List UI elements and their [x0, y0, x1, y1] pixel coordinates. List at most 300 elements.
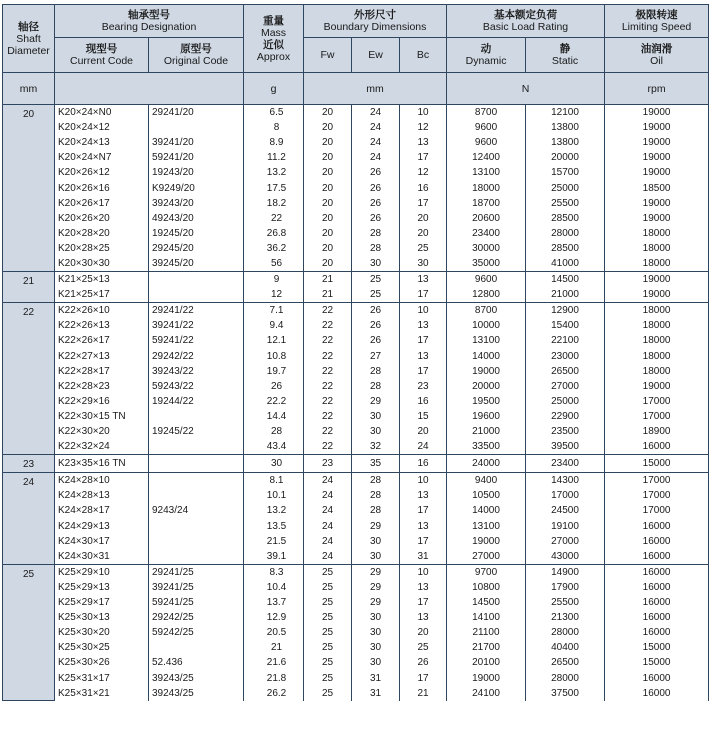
- ew-cell: 26: [352, 333, 400, 348]
- load-rating-header: [447, 5, 605, 38]
- fw-cell: 24: [304, 519, 352, 534]
- static-load-cell: 28500: [526, 211, 605, 226]
- ew-cell: 24: [352, 120, 400, 135]
- mass-cell: 21.8: [244, 670, 304, 685]
- mass-header-cn2: 近似: [263, 38, 284, 51]
- bc-cell: 30: [400, 256, 447, 272]
- limiting-speed-cell: 19000: [605, 120, 709, 135]
- fw-cell: 24: [304, 473, 352, 489]
- dynamic-load-cell: 20100: [447, 655, 526, 670]
- mass-header-en2: Approx: [256, 50, 291, 63]
- bc-cell: 21: [400, 686, 447, 701]
- original-code-cell: 49243/20: [149, 211, 244, 226]
- mass-cell: 13.2: [244, 165, 304, 180]
- static-load-cell: 37500: [526, 686, 605, 701]
- mass-cell: 12.9: [244, 610, 304, 625]
- bc-cell: 15: [400, 409, 447, 424]
- ew-cell: 30: [352, 549, 400, 565]
- static-load-cell: 27000: [526, 534, 605, 549]
- original-code-cell: [149, 640, 244, 655]
- oil-header: [605, 38, 709, 73]
- dynamic-load-cell: 12800: [447, 287, 526, 303]
- fw-cell: 20: [304, 105, 352, 121]
- static-header-cn: 静: [559, 43, 571, 55]
- limiting-speed-cell: 15000: [605, 455, 709, 473]
- fw-cell: 22: [304, 349, 352, 364]
- mass-header-cn: 重量: [263, 14, 284, 27]
- current-code-cell: K20×26×20: [55, 211, 149, 226]
- fw-cell: 22: [304, 333, 352, 348]
- limiting-speed-cell: 17000: [605, 488, 709, 503]
- mass-cell: 36.2: [244, 241, 304, 256]
- bearing-designation-header: [55, 5, 244, 38]
- current-code-cell: K20×26×16: [55, 180, 149, 195]
- dynamic-load-cell: 24100: [447, 686, 526, 701]
- bc-cell: 17: [400, 595, 447, 610]
- static-load-cell: 39500: [526, 439, 605, 455]
- ew-header: Ew: [352, 38, 400, 73]
- mass-cell: 10.1: [244, 488, 304, 503]
- bc-cell: 25: [400, 640, 447, 655]
- current-code-cell: K22×32×24: [55, 439, 149, 455]
- current-code-cell: K25×30×25: [55, 640, 149, 655]
- table-row: [3, 473, 709, 489]
- original-code-cell: 39243/25: [149, 686, 244, 701]
- mass-cell: 9: [244, 272, 304, 288]
- limiting-speed-cell: 16000: [605, 549, 709, 565]
- mass-cell: 13.7: [244, 595, 304, 610]
- limiting-speed-cell: 19000: [605, 105, 709, 121]
- table-row: [3, 549, 709, 565]
- dynamic-load-cell: 33500: [447, 439, 526, 455]
- original-code-cell: [149, 272, 244, 288]
- boundary-header-cn: 外形尺寸: [354, 9, 397, 21]
- current-code-cell: K22×27×13: [55, 349, 149, 364]
- ew-cell: 30: [352, 625, 400, 640]
- table-row: [3, 211, 709, 226]
- table-row: [3, 364, 709, 379]
- dynamic-load-cell: 24000: [447, 455, 526, 473]
- designation-header-cn: 轴承型号: [128, 9, 170, 21]
- bc-cell: 24: [400, 439, 447, 455]
- table-row: [3, 519, 709, 534]
- table-row: [3, 564, 709, 580]
- fw-cell: 20: [304, 135, 352, 150]
- static-load-cell: 17900: [526, 580, 605, 595]
- ew-cell: 30: [352, 534, 400, 549]
- table-row: [3, 241, 709, 256]
- bc-cell: 25: [400, 241, 447, 256]
- bc-cell: 17: [400, 196, 447, 211]
- original-code-cell: 39243/22: [149, 364, 244, 379]
- mass-cell: 12.1: [244, 333, 304, 348]
- mass-cell: 10.8: [244, 349, 304, 364]
- fw-cell: 25: [304, 580, 352, 595]
- mass-cell: 39.1: [244, 549, 304, 565]
- current-code-cell: K24×28×17: [55, 503, 149, 518]
- original-code-cell: [149, 287, 244, 303]
- ew-cell: 28: [352, 488, 400, 503]
- current-code-cell: K23×35×16 TN: [55, 455, 149, 473]
- bc-cell: 17: [400, 364, 447, 379]
- ew-cell: 29: [352, 394, 400, 409]
- current-code-cell: K24×28×10: [55, 473, 149, 489]
- bc-cell: 20: [400, 424, 447, 439]
- static-load-cell: 22900: [526, 409, 605, 424]
- original-code-cell: [149, 439, 244, 455]
- fw-cell: 25: [304, 686, 352, 701]
- mass-cell: 18.2: [244, 196, 304, 211]
- fw-cell: 25: [304, 625, 352, 640]
- static-header: [526, 38, 605, 73]
- bc-cell: 13: [400, 135, 447, 150]
- original-code-cell: 39241/22: [149, 318, 244, 333]
- original-code-cell: [149, 488, 244, 503]
- original-code-cell: 39243/25: [149, 670, 244, 685]
- current-code-cell: K25×31×21: [55, 686, 149, 701]
- static-load-cell: 19100: [526, 519, 605, 534]
- fw-cell: 22: [304, 318, 352, 333]
- mass-cell: 21: [244, 640, 304, 655]
- dynamic-header: [447, 38, 526, 73]
- table-row: [3, 655, 709, 670]
- mass-cell: 8.1: [244, 473, 304, 489]
- limiting-speed-cell: 17000: [605, 473, 709, 489]
- fw-cell: 25: [304, 564, 352, 580]
- current-code-cell: K24×30×31: [55, 549, 149, 565]
- fw-cell: 25: [304, 640, 352, 655]
- table-row: [3, 120, 709, 135]
- table-row: [3, 379, 709, 394]
- ew-cell: 26: [352, 303, 400, 319]
- mass-cell: 13.2: [244, 503, 304, 518]
- limiting-speed-cell: 16000: [605, 580, 709, 595]
- table-row: [3, 670, 709, 685]
- current-code-cell: K25×30×26: [55, 655, 149, 670]
- ew-cell: 30: [352, 655, 400, 670]
- static-load-cell: 12100: [526, 105, 605, 121]
- original-code-cell: 52.436: [149, 655, 244, 670]
- static-load-cell: 15700: [526, 165, 605, 180]
- ew-cell: 28: [352, 503, 400, 518]
- current-code-cell: K21×25×13: [55, 272, 149, 288]
- mass-cell: 21.6: [244, 655, 304, 670]
- static-load-cell: 41000: [526, 256, 605, 272]
- original-code-cell: 29241/20: [149, 105, 244, 121]
- table-row: [3, 303, 709, 319]
- limiting-speed-cell: 17000: [605, 503, 709, 518]
- table-row: [3, 256, 709, 272]
- dynamic-load-cell: 21000: [447, 424, 526, 439]
- table-row: [3, 394, 709, 409]
- mass-header: [244, 5, 304, 73]
- ew-cell: 26: [352, 196, 400, 211]
- current-code-cell: K25×29×17: [55, 595, 149, 610]
- fw-cell: 20: [304, 165, 352, 180]
- bearing-spec-table: [2, 4, 709, 701]
- static-load-cell: 12900: [526, 303, 605, 319]
- dynamic-load-cell: 18700: [447, 196, 526, 211]
- table-header: [3, 5, 709, 105]
- boundary-dimensions-header: [304, 5, 447, 38]
- bc-cell: 13: [400, 519, 447, 534]
- current-code-cell: K25×30×20: [55, 625, 149, 640]
- fw-cell: 22: [304, 409, 352, 424]
- bc-cell: 17: [400, 503, 447, 518]
- bc-cell: 10: [400, 303, 447, 319]
- bc-cell: 10: [400, 473, 447, 489]
- bc-cell: 16: [400, 455, 447, 473]
- mass-cell: 11.2: [244, 150, 304, 165]
- dynamic-load-cell: 19600: [447, 409, 526, 424]
- table-row: [3, 409, 709, 424]
- mass-header-en1: Mass: [260, 26, 287, 39]
- static-load-cell: 13800: [526, 120, 605, 135]
- fw-cell: 24: [304, 488, 352, 503]
- dynamic-load-cell: 9600: [447, 120, 526, 135]
- dimensions-unit: mm: [304, 73, 447, 105]
- dynamic-load-cell: 8700: [447, 303, 526, 319]
- current-code-header: [55, 38, 149, 73]
- shaft-diameter-cell: 25: [3, 564, 55, 700]
- original-code-cell: 59241/22: [149, 333, 244, 348]
- static-load-cell: 28500: [526, 241, 605, 256]
- static-load-cell: 25000: [526, 394, 605, 409]
- original-code-cell: [149, 455, 244, 473]
- table-row: [3, 349, 709, 364]
- ew-cell: 28: [352, 364, 400, 379]
- current-code-cell: K20×26×17: [55, 196, 149, 211]
- mass-cell: 26.2: [244, 686, 304, 701]
- static-load-cell: 23000: [526, 349, 605, 364]
- bc-cell: 13: [400, 318, 447, 333]
- ew-cell: 32: [352, 439, 400, 455]
- mass-cell: 26: [244, 379, 304, 394]
- original-code-cell: 39241/25: [149, 580, 244, 595]
- bc-header: Bc: [400, 38, 447, 73]
- ew-cell: 26: [352, 318, 400, 333]
- fw-cell: 22: [304, 379, 352, 394]
- ew-cell: 31: [352, 670, 400, 685]
- static-load-cell: 26500: [526, 655, 605, 670]
- current-code-cell: K25×29×13: [55, 580, 149, 595]
- ew-cell: 30: [352, 256, 400, 272]
- mass-cell: 56: [244, 256, 304, 272]
- mass-cell: 14.4: [244, 409, 304, 424]
- shaft-diameter-cell: 21: [3, 272, 55, 303]
- shaft-diameter-cell: 22: [3, 303, 55, 455]
- original-code-cell: 39241/20: [149, 135, 244, 150]
- bc-cell: 17: [400, 534, 447, 549]
- dynamic-load-cell: 20000: [447, 379, 526, 394]
- fw-cell: 20: [304, 256, 352, 272]
- table-row: [3, 180, 709, 195]
- fw-cell: 24: [304, 549, 352, 565]
- dynamic-load-cell: 27000: [447, 549, 526, 565]
- static-load-cell: 22100: [526, 333, 605, 348]
- table-row: [3, 287, 709, 303]
- original-code-cell: 29245/20: [149, 241, 244, 256]
- dynamic-load-cell: 20600: [447, 211, 526, 226]
- current-code-cell: K20×24×13: [55, 135, 149, 150]
- original-header-cn: 原型号: [180, 43, 212, 55]
- dynamic-header-cn: 动: [480, 43, 492, 55]
- fw-cell: 25: [304, 655, 352, 670]
- static-load-cell: 13800: [526, 135, 605, 150]
- mass-cell: 28: [244, 424, 304, 439]
- ew-cell: 26: [352, 165, 400, 180]
- original-code-cell: [149, 473, 244, 489]
- mass-cell: 8.9: [244, 135, 304, 150]
- bc-cell: 13: [400, 272, 447, 288]
- limiting-speed-header: [605, 5, 709, 38]
- mass-cell: 13.5: [244, 519, 304, 534]
- fw-cell: 22: [304, 364, 352, 379]
- dynamic-load-cell: 9400: [447, 473, 526, 489]
- fw-cell: 22: [304, 424, 352, 439]
- load-header-en: Basic Load Rating: [482, 21, 569, 33]
- static-load-cell: 28000: [526, 625, 605, 640]
- dynamic-load-cell: 14000: [447, 503, 526, 518]
- speed-header-cn: 极限转速: [635, 9, 678, 21]
- limiting-speed-cell: 19000: [605, 211, 709, 226]
- fw-cell: 25: [304, 610, 352, 625]
- static-load-cell: 27000: [526, 379, 605, 394]
- ew-cell: 29: [352, 595, 400, 610]
- shaft-header-cn: 轴径: [18, 20, 39, 33]
- mass-unit: g: [244, 73, 304, 105]
- mass-cell: 26.8: [244, 226, 304, 241]
- bc-cell: 10: [400, 564, 447, 580]
- dynamic-load-cell: 19000: [447, 364, 526, 379]
- dynamic-load-cell: 12400: [447, 150, 526, 165]
- dynamic-load-cell: 10800: [447, 580, 526, 595]
- limiting-speed-cell: 19000: [605, 150, 709, 165]
- original-code-cell: 59241/20: [149, 150, 244, 165]
- table-row: [3, 503, 709, 518]
- bc-cell: 12: [400, 165, 447, 180]
- limiting-speed-cell: 15000: [605, 655, 709, 670]
- current-code-cell: K24×30×17: [55, 534, 149, 549]
- limiting-speed-cell: 18000: [605, 333, 709, 348]
- static-load-cell: 25500: [526, 196, 605, 211]
- ew-cell: 28: [352, 226, 400, 241]
- limiting-speed-cell: 16000: [605, 670, 709, 685]
- fw-cell: 20: [304, 211, 352, 226]
- limiting-speed-cell: 19000: [605, 287, 709, 303]
- table-row: [3, 135, 709, 150]
- limiting-speed-cell: 16000: [605, 595, 709, 610]
- dynamic-load-cell: 30000: [447, 241, 526, 256]
- bc-cell: 20: [400, 226, 447, 241]
- bc-cell: 26: [400, 655, 447, 670]
- bc-cell: 16: [400, 180, 447, 195]
- ew-cell: 30: [352, 610, 400, 625]
- fw-cell: 22: [304, 394, 352, 409]
- limiting-speed-cell: 18000: [605, 318, 709, 333]
- limiting-speed-cell: 16000: [605, 610, 709, 625]
- bc-cell: 17: [400, 333, 447, 348]
- dynamic-load-cell: 23400: [447, 226, 526, 241]
- mass-cell: 43.4: [244, 439, 304, 455]
- bc-cell: 13: [400, 610, 447, 625]
- dynamic-load-cell: 13100: [447, 333, 526, 348]
- mass-cell: 10.4: [244, 580, 304, 595]
- bc-cell: 12: [400, 120, 447, 135]
- current-code-cell: K25×31×17: [55, 670, 149, 685]
- original-code-cell: 19245/22: [149, 424, 244, 439]
- table-row: [3, 424, 709, 439]
- current-header-en: Current Code: [69, 55, 134, 67]
- speed-unit: rpm: [605, 73, 709, 105]
- fw-cell: 20: [304, 196, 352, 211]
- ew-cell: 26: [352, 211, 400, 226]
- ew-cell: 29: [352, 580, 400, 595]
- table-row: [3, 580, 709, 595]
- ew-cell: 28: [352, 241, 400, 256]
- bc-cell: 23: [400, 379, 447, 394]
- ew-cell: 28: [352, 473, 400, 489]
- original-code-cell: 39245/20: [149, 256, 244, 272]
- shaft-diameter-header: [3, 5, 55, 73]
- shaft-header-en1: Shaft: [16, 32, 41, 45]
- static-load-cell: 25000: [526, 180, 605, 195]
- original-code-cell: 29241/25: [149, 564, 244, 580]
- limiting-speed-cell: 18000: [605, 226, 709, 241]
- static-load-cell: 26500: [526, 364, 605, 379]
- fw-cell: 24: [304, 534, 352, 549]
- mass-cell: 7.1: [244, 303, 304, 319]
- static-header-en: Static: [551, 55, 579, 67]
- dynamic-load-cell: 19000: [447, 670, 526, 685]
- mass-cell: 22.2: [244, 394, 304, 409]
- current-code-cell: K22×29×16: [55, 394, 149, 409]
- current-code-cell: K25×30×13: [55, 610, 149, 625]
- limiting-speed-cell: 15000: [605, 640, 709, 655]
- fw-cell: 21: [304, 272, 352, 288]
- table-row: [3, 455, 709, 473]
- mass-cell: 6.5: [244, 105, 304, 121]
- dynamic-load-cell: 19000: [447, 534, 526, 549]
- limiting-speed-cell: 17000: [605, 409, 709, 424]
- dynamic-load-cell: 10500: [447, 488, 526, 503]
- dynamic-load-cell: 14000: [447, 349, 526, 364]
- original-code-header: [149, 38, 244, 73]
- ew-cell: 26: [352, 180, 400, 195]
- oil-header-en: Oil: [650, 55, 663, 67]
- table-row: [3, 488, 709, 503]
- static-load-cell: 43000: [526, 549, 605, 565]
- table-row: [3, 272, 709, 288]
- static-load-cell: 21000: [526, 287, 605, 303]
- table-row: [3, 196, 709, 211]
- ew-cell: 28: [352, 379, 400, 394]
- original-code-cell: 19243/20: [149, 165, 244, 180]
- shaft-diameter-cell: 24: [3, 473, 55, 565]
- bc-cell: 20: [400, 211, 447, 226]
- ew-cell: 27: [352, 349, 400, 364]
- ew-cell: 24: [352, 135, 400, 150]
- ew-cell: 30: [352, 409, 400, 424]
- ew-cell: 24: [352, 105, 400, 121]
- fw-cell: 25: [304, 595, 352, 610]
- ew-cell: 25: [352, 287, 400, 303]
- limiting-speed-cell: 16000: [605, 439, 709, 455]
- static-load-cell: 14300: [526, 473, 605, 489]
- current-code-cell: K20×24×12: [55, 120, 149, 135]
- original-code-cell: 59243/22: [149, 379, 244, 394]
- current-code-cell: K22×28×17: [55, 364, 149, 379]
